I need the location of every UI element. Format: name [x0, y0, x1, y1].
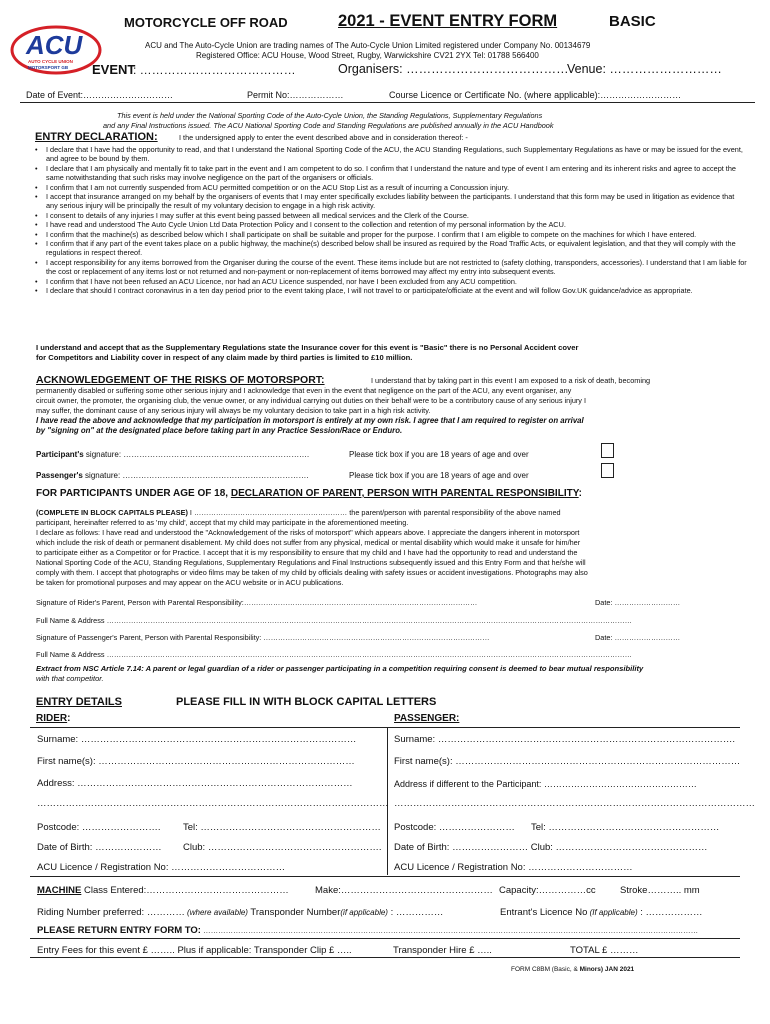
- form-code-date: JAN 2021: [603, 966, 635, 973]
- rider-club-field[interactable]: Club: ……………………………………………….: [183, 842, 382, 853]
- age-tick-label-1: Please tick box if you are 18 years of age and over: [349, 450, 529, 459]
- declaration-item: • I declare that I am physically and mentally fit to take part in the event and I am competent to do so. I confirm that I understand the nature and type of event I am entering and its inherent risks and agree to accept the same notwithstanding that such risks may involve negligence on the part of the organisers or officials.: [44, 164, 747, 183]
- participant-signature-field[interactable]: [36, 450, 310, 460]
- rider-postcode-field[interactable]: Postcode: …………………….: [37, 822, 161, 833]
- insurance-statement-1: I understand and accept that as the Supplementary Regulations state the Insurance cover for this event is "Basic" there is no Personal Accident cover: [36, 343, 579, 352]
- machine-class-dots: Class Entered:………………………………………: [81, 885, 289, 896]
- entrant-licence-field[interactable]: [500, 907, 703, 918]
- minors-line-2: participant, hereinafter referred to as 'my child', accept that my child may participate in the aforementioned meeting.: [36, 518, 409, 527]
- passenger-parent-date-field[interactable]: Date: ………………………: [595, 633, 681, 642]
- declaration-list: [34, 145, 747, 296]
- form-code-text: FORM C8BM (Basic, &: [511, 966, 578, 973]
- machine-stroke-field[interactable]: Stroke……….. mm: [620, 885, 700, 896]
- title-part-a: MOTORCYCLE OFF ROAD: [124, 15, 288, 30]
- participant-label: Participant's: [36, 450, 84, 459]
- header-divider: [20, 102, 755, 103]
- entry-details-heading: ENTRY DETAILS: [36, 696, 122, 708]
- risks-heading: ACKNOWLEDGEMENT OF THE RISKS OF MOTORSPORT:: [36, 374, 325, 386]
- declaration-item: • I consent to details of any injuries I may suffer at this event being passed between all medical services and the Clerk of the Course.: [44, 211, 747, 220]
- fees-bottom-rule: [30, 957, 740, 958]
- risks-bold-2: by "signing on" at the designated place before taking part in any Practice Session/Race or Enduro.: [36, 426, 403, 435]
- return-label: PLEASE RETURN ENTRY FORM TO:: [37, 925, 201, 936]
- return-dots: ………………………………………………………………………………………………………………………………………………………………………………: [200, 926, 699, 935]
- declaration-item: • I confirm that the machine(s) as described below which I shall participate on shall be suitable and proper for the purpose. I confirm that I am eligible to compete on the machines for which I have entered.: [44, 230, 747, 239]
- course-licence-field[interactable]: Course Licence or Certificate No. (where applicable):………………………: [389, 90, 682, 100]
- minors-heading-a: FOR PARTICIPANTS UNDER AGE OF 18,: [36, 488, 231, 499]
- minors-line-1: [36, 508, 561, 517]
- passenger-tel-field[interactable]: Tel: ………………………………………………: [531, 822, 720, 833]
- passenger-age-checkbox[interactable]: [601, 463, 614, 478]
- logo-sub2: MOTORSPORT GB: [28, 65, 69, 70]
- declaration-item: • I confirm that if any part of the event takes place on a public highway, the machine(s) described below shall be insured as required by the Road Traffic Acts, or equivalent legislation, and that they will comply with the regulations in respect thereof.: [44, 239, 747, 258]
- declaration-item: • I accept responsibility for any items borrowed from the Organiser during the course of the event. These items include but are not restricted to (safety clothing, transponders, accessories). I understand that I am liable for the cost or replacement of any items lost or not returned and non-payment or non-replacement of items borrowed may affect my entry into subsequent events.: [44, 258, 747, 277]
- transponder-label: Transponder Number: [247, 907, 341, 918]
- risks-bold-1: I have read the above and acknowledge that my participation in motorsport is entirely at my own risk. I agree that I am required to register on arrival: [36, 416, 584, 425]
- rider-heading: [36, 713, 70, 724]
- passenger-heading: PASSENGER:: [394, 713, 460, 724]
- declaration-item: • I confirm that I am not currently suspended from ACU permitted competition or on the ACU Stop List as a result of incurring a Concussion injury.: [44, 183, 747, 192]
- header-office-line: Registered Office: ACU House, Wood Street, Rugby, Warwickshire CV21 2YX Tel: 01788 566400: [196, 51, 539, 60]
- riding-number-field[interactable]: [37, 907, 443, 918]
- rider-colon: :: [67, 713, 71, 724]
- header-company-line: ACU and The Auto-Cycle Union are trading names of The Auto-Cycle Union Limited registered under Company No. 00134679: [145, 41, 591, 50]
- transponder-hire-field[interactable]: Transponder Hire £ …..: [393, 945, 492, 956]
- event-label: EVENT: [92, 62, 136, 77]
- permit-field[interactable]: Permit No:………………: [247, 90, 344, 100]
- organisers-field[interactable]: Organisers: …………………………………: [338, 62, 569, 76]
- rider-tel-field[interactable]: Tel: …………………………………………………: [183, 822, 381, 833]
- entry-bottom-rule: [30, 876, 740, 877]
- minors-line-6: National Sporting Code of the ACU, Standing Regulations, Supplementary Regulations and Final Instructions subsequently issued and this Entry Form and that he/she will: [36, 558, 586, 567]
- machine-make-field[interactable]: Make:…………………………………………: [315, 885, 493, 896]
- risks-line-3: circuit owner, the promoter, the organising club, the venue owner, or any individual carrying out duties on their behalf were to be a contributory cause of any serious injury I: [36, 396, 587, 405]
- declaration-item: • I accept that insurance arranged on my behalf by the organisers of events that I may enter specifically excludes liability between the participants. I understand that this form may be used in litigation as evidence that any serious injury will be principally the result of my voluntary decision to engage in a high risk activity.: [44, 192, 747, 211]
- rider-parent-date-field[interactable]: Date: ………………………: [595, 598, 681, 607]
- declaration-lead: I the undersigned apply to enter the event described above and in consideration thereof: -: [179, 133, 468, 142]
- passenger-signature-field[interactable]: [36, 471, 309, 481]
- entrant-label: Entrant's Licence No: [500, 907, 588, 918]
- machine-capacity-field[interactable]: Capacity:……………cc: [499, 885, 596, 896]
- entry-fees-field[interactable]: Entry Fees for this event £ …….. Plus if applicable: Transponder Clip £ …..: [37, 945, 352, 956]
- venue-field[interactable]: Venue: ………………………: [567, 62, 722, 76]
- declaration-item: • I declare that should I contract coronavirus in a ten day period prior to the event taking place, I will not travel to or participate/officiate at the event and will follow Gov.UK guidance/advice as appropriate.: [44, 286, 747, 295]
- title-part-c: BASIC: [609, 13, 656, 30]
- transponder-dots: : ……………: [387, 907, 444, 918]
- logo-sub1: AUTO CYCLE UNION: [28, 59, 73, 64]
- riding-number-note: (where available): [184, 908, 248, 917]
- declaration-item: • I have read and understood The Auto Cycle Union Ltd Data Protection Policy and I consent to the collection and retention of my personal information by the ACU.: [44, 220, 747, 229]
- declaration-item: • I confirm that I have not been refused an ACU Licence, nor had an ACU Licence suspended, nor have I been excluded from any ACU competition.: [44, 277, 747, 286]
- risks-lead: I understand that by taking part in this event I am exposed to a risk of death, becoming: [371, 376, 651, 385]
- risks-line-4: may suffer, the dominant cause of any serious injury will always be my voluntary decision to take part in a high risk activity.: [36, 406, 431, 415]
- passenger-dots: signature: …………………………………………………………….: [82, 471, 309, 480]
- block-capitals-note: (COMPLETE IN BLOCK CAPITALS PLEASE): [36, 508, 188, 517]
- nsc-extract-2: with that competitor.: [36, 674, 104, 683]
- nsc-extract-1: Extract from NSC Article 7.14: A parent or legal guardian of a rider or passenger participating in a competition requiring consent is deemed to bear mutual responsibility: [36, 664, 644, 673]
- entrant-dots: : ………………: [637, 907, 703, 918]
- machine-class-field[interactable]: [37, 885, 289, 896]
- riding-number-dots: Riding Number preferred: …………: [37, 907, 185, 918]
- passenger-firstname-field[interactable]: First name(s): ………………………………………………………………………………: [394, 756, 741, 767]
- event-date-field[interactable]: Date of Event:…………………………: [26, 90, 174, 100]
- event-field[interactable]: : …………………………………: [133, 63, 296, 77]
- minors-line-7: comply with them. I accept that photographs or video films may be taken of my child by officials dealing with safety issues or accident investigations. Photographs may also: [36, 568, 588, 577]
- declaration-heading: ENTRY DECLARATION:: [35, 131, 158, 143]
- passenger-dob-club-field[interactable]: Date of Birth: …………………… Club: …………………………………………: [394, 842, 708, 853]
- minors-line-5: to participate either as a Competitor or for Practice. I accept that it is my responsibility to ensure that my child and I have had the opportunity to read and understand the: [36, 548, 578, 557]
- total-field[interactable]: TOTAL £ ………: [570, 945, 639, 956]
- machine-label: MACHINE: [37, 885, 82, 896]
- form-code-minors: Minors): [577, 966, 604, 973]
- rider-firstname-field[interactable]: First name(s): ………………………………………………………………………: [37, 756, 355, 767]
- form-code: [511, 966, 634, 973]
- entry-top-rule: [30, 727, 740, 728]
- passenger-parent-address-field[interactable]: Full Name & Address ………………………………………………………………………………………………………………………………………………………………………………………………: [36, 650, 632, 659]
- minors-line-4: which include the risk of death or permanent disablement. My child does not suffer from any physical, medical or mental disability which would make it unsafe for him/her: [36, 538, 581, 547]
- insurance-statement-2: for Competitors and Liability cover in respect of any claim made by third parties is limited to £10 million.: [36, 353, 413, 362]
- participant-age-checkbox[interactable]: [601, 443, 614, 458]
- minors-heading-c: :: [578, 488, 582, 499]
- rider-parent-signature-field[interactable]: Signature of Rider's Parent, Person with Parental Responsibility:……………………………………………………………………………………: [36, 598, 478, 607]
- return-address-field[interactable]: [37, 925, 698, 936]
- participant-dots: signature: ………………………………………………………….…: [83, 450, 310, 459]
- declaration-item: • I declare that I have had the opportunity to read, and that I understand the National Sporting Code of the ACU, the ACU Standing Regulations, such Supplementary Regulations as have or may be issued for the event, and agree to be bound by them.: [44, 145, 747, 164]
- passenger-address-field-2[interactable]: ……………………………………………………………………………………………………: [394, 798, 755, 809]
- minors-heading-b: DECLARATION OF PARENT, PERSON WITH PARENTAL RESPONSIBILITY: [230, 488, 579, 499]
- fees-top-rule: [30, 938, 740, 939]
- rider-address-field[interactable]: Address: ……………………………………………………………………………: [37, 778, 353, 789]
- passenger-surname-field[interactable]: Surname: ………………………………………………………………………………….: [394, 734, 735, 745]
- age-tick-label-2: Please tick box if you are 18 years of age and over: [349, 471, 529, 480]
- risks-line-2: permanently disabled or suffering some other serious injury and I acknowledge that even in the event that negligence on the part of the ACU, any event organiser, any: [36, 386, 572, 395]
- rider-label: RIDER: [36, 713, 68, 724]
- minors-line-8: be taken for promotional purposes and may appear on the ACU website or in ACU publications.: [36, 578, 344, 587]
- passenger-parent-signature-field[interactable]: Signature of Passenger's Parent, Person with Parental Responsibility: …………………………………………………………………………………: [36, 633, 490, 642]
- rider-surname-field[interactable]: Surname: ……………………………………………………………………………: [37, 734, 357, 745]
- rider-dob-field[interactable]: Date of Birth: …………………: [37, 842, 162, 853]
- block-capitals-heading: PLEASE FILL IN WITH BLOCK CAPITAL LETTERS: [176, 696, 437, 708]
- rider-parent-address-field[interactable]: Full Name & Address ………………………………………………………………………………………………………………………………………………………………………………………………: [36, 616, 632, 625]
- rider-licence-field[interactable]: ACU Licence / Registration No: ………………………………: [37, 862, 286, 873]
- parent-name-field[interactable]: I ……………………………………………………… the parent/person with parental responsibility of the above named: [187, 508, 561, 517]
- intro-line-1: This event is held under the National Sporting Code of the Auto-Cycle Union, the Standing Regulations, Supplementary Regulations: [117, 111, 543, 120]
- minors-line-3: I declare as follows: I have read and understood the "Acknowledgement of the risks of motorsport" which appears above. I appreciate the dangers inherent in motorsport: [36, 528, 580, 537]
- title-part-b: 2021 - EVENT ENTRY FORM: [338, 12, 558, 30]
- transponder-note: (if applicable): [340, 908, 388, 917]
- logo-text: ACU: [26, 30, 83, 60]
- passenger-address-field[interactable]: Address if different to the Participant: ……………………………………………: [394, 779, 697, 789]
- intro-line-2: and any Final Instructions issued. The ACU National Sporting Code and Standing Regulations are published annually in the ACU Handbook: [103, 121, 554, 130]
- rider-address-field-2[interactable]: …………………………………………………………………………………………………: [37, 798, 389, 809]
- passenger-licence-field[interactable]: ACU Licence / Registration No: ……………………………: [394, 862, 633, 873]
- minors-heading: [36, 488, 582, 499]
- entrant-note: (If applicable): [587, 908, 638, 917]
- passenger-label: Passenger's: [36, 471, 83, 480]
- passenger-postcode-field[interactable]: Postcode: ……………………: [394, 822, 515, 833]
